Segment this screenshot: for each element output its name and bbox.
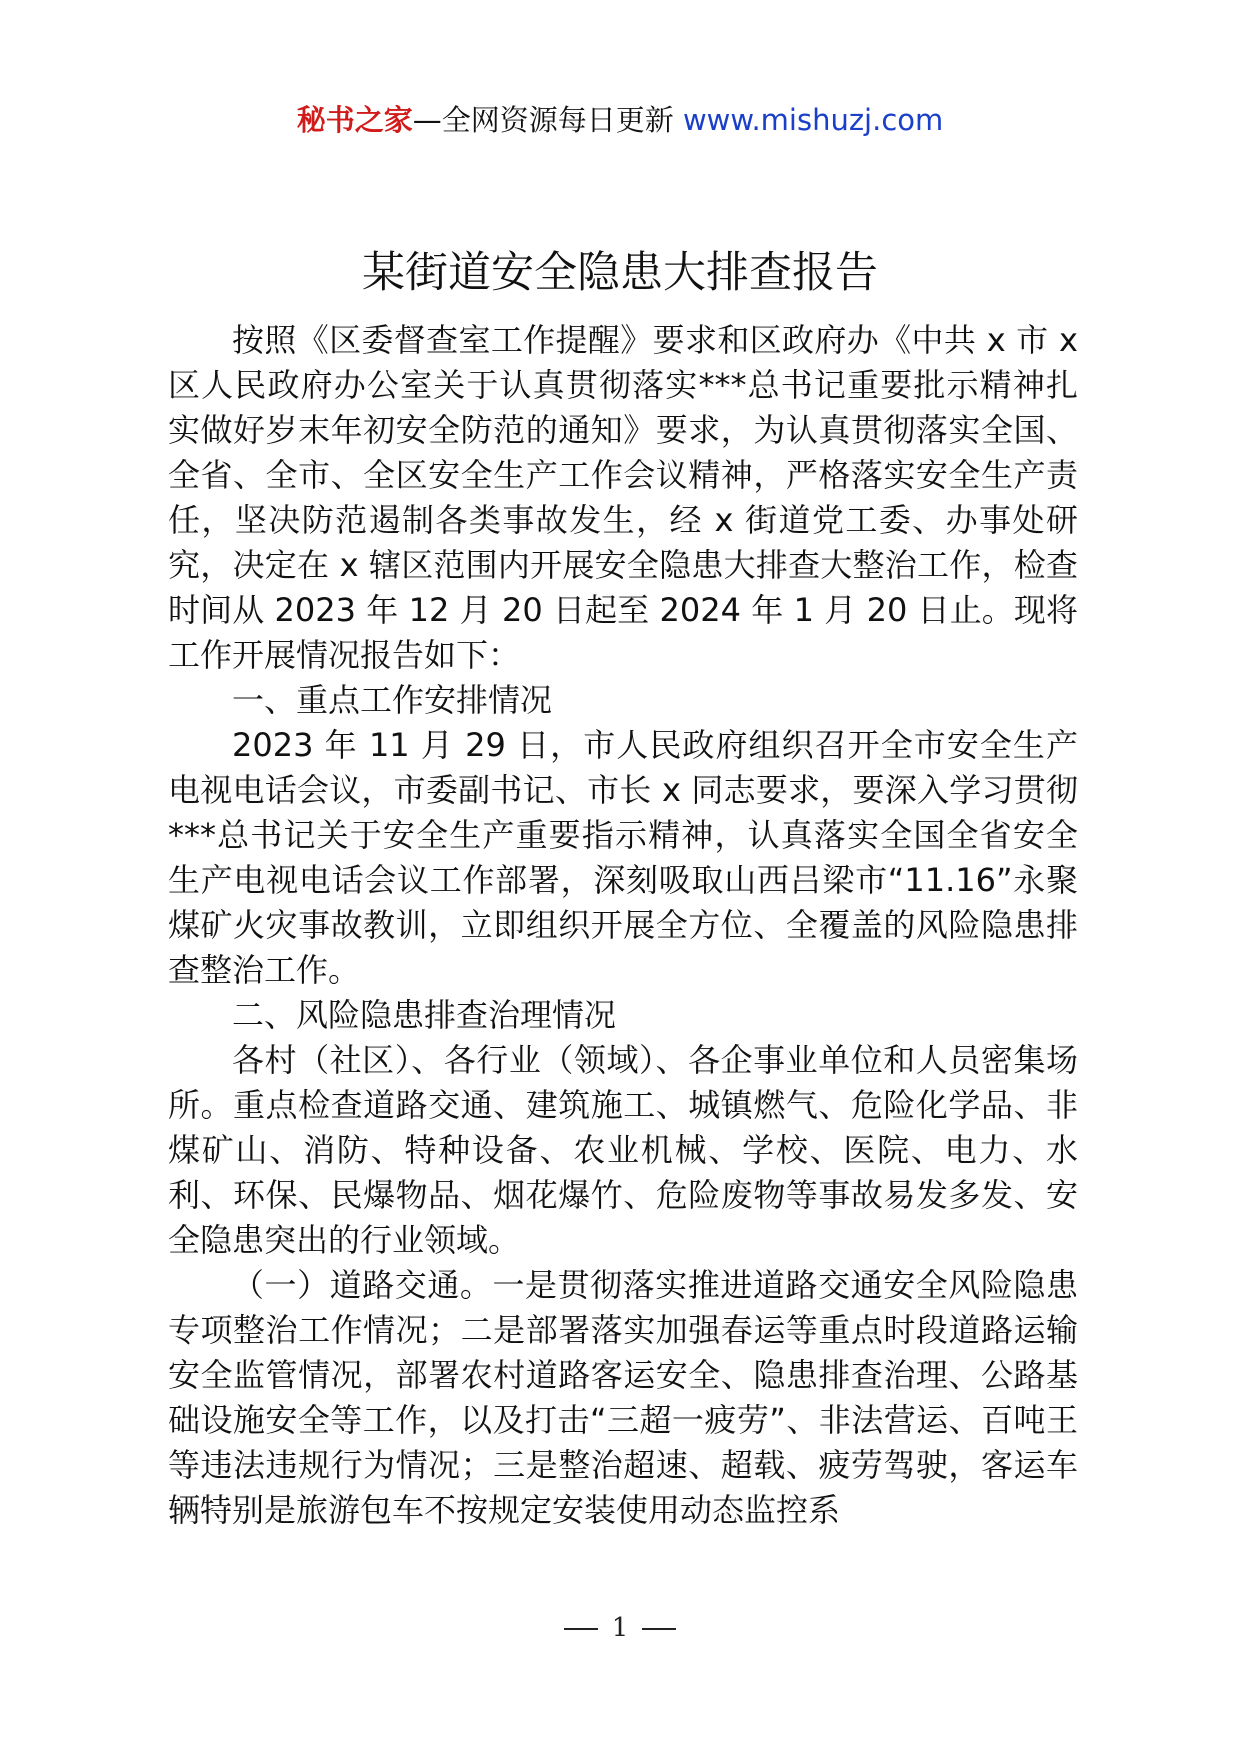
header-site-link[interactable]: www.mishuzj.com [682, 103, 944, 137]
document-title: 某街道安全隐患大排查报告 [362, 248, 878, 298]
page-number [0, 1610, 1240, 1646]
document-body [168, 318, 1078, 1533]
paragraph-road-traffic: （一）道路交通。一是贯彻落实推进道路交通安全风险隐患专项整治工作情况；二是部署落实加强春运等重点时段道路运输安全监管情况，部署农村道路客运安全、隐患排查治理、公路基础设施安全等工作，以及打击“三超一疲劳”、非法营运、百吨王等违法违规行为情况；三是整治超速、超载、疲劳驾驶，客运车辆特别是旅游包车不按规定安装使用动态监控系 [168, 1266, 1078, 1529]
header-tagline: —全网资源每日更新 [412, 103, 674, 137]
page-number-dash-left [564, 1628, 598, 1630]
page-number-value: 1 [611, 1613, 629, 1643]
paragraph-section-2: 各村（社区）、各行业（领域）、各企事业单位和人员密集场所。重点检查道路交通、建筑施工、城镇燃气、危险化学品、非煤矿山、消防、特种设备、农业机械、学校、医院、电力、水利、环保、民爆物品、烟花爆竹、危险废物等事故易发多发、安全隐患突出的行业领域。 [168, 1041, 1078, 1259]
page-number-dash-right [642, 1628, 676, 1630]
section-heading-2: 二、风险隐患排查治理情况 [232, 996, 617, 1034]
paragraph-section-1: 2023 年 11 月 29 日，市人民政府组织召开全市安全生产电视电话会议，市委副书记、市长 x 同志要求，要深入学习贯彻***总书记关于安全生产重要指示精神，认真落实全国全省安全生产电视电话会议工作部署，深刻吸取山西吕梁市“11.16”永聚煤矿火灾事故教训，立即组织开展全方位、全覆盖的风险隐患排查整治工作。 [168, 726, 1078, 989]
header-brand: 秘书之家 [296, 103, 413, 137]
paragraph-intro: 按照《区委督查室工作提醒》要求和区政府办《中共 x 市 x 区人民政府办公室关于认真贯彻落实***总书记重要批示精神扎实做好岁末年初安全防范的通知》要求，为认真贯彻落实全国、全省、全市、全区安全生产工作会议精神，严格落实安全生产责任，坚决防范遏制各类事故发生，经 x 街道党工委、办事处研究，决定在 x 辖区范围内开展安全隐患大排查大整治工作，检查时间从 2023 年 12 月 20 日起至 2024 年 1 月 20 日止。现将工作开展情况报告如下： [168, 321, 1078, 674]
section-heading-1: 一、重点工作安排情况 [232, 681, 553, 719]
site-header [0, 100, 1240, 140]
